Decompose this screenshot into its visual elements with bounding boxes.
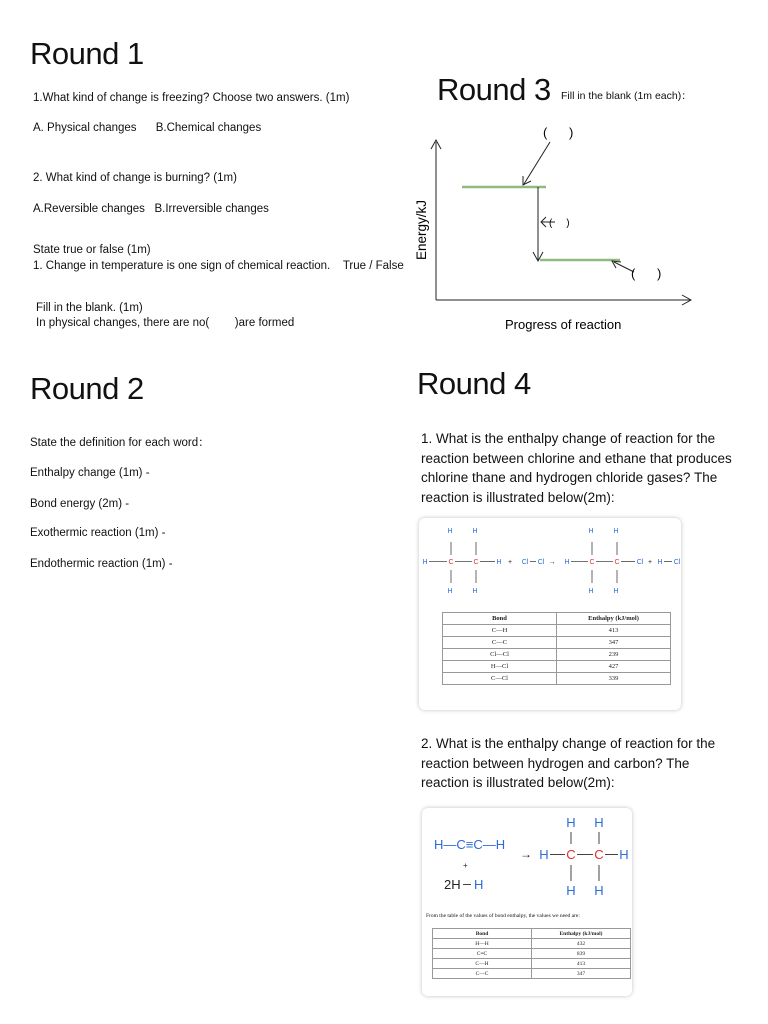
round1-question-2: 2. What kind of change is burning? (1m) [33,172,237,184]
round4-question-1: 1. What is the enthalpy change of reaction for the reaction between chlorine and ethane that produces chlorine thane and hydrogen chloride gases? The reaction is illustrated below(2m): [421,431,732,505]
table-cell: 427 [557,661,671,673]
atom-h: H [613,528,619,535]
atom-h: H [447,588,453,595]
bond-enthalpy-table-1 [442,612,671,685]
table-cell: 239 [557,649,671,661]
atom-h: H [657,559,663,566]
atom-cl: Cl [636,559,644,566]
round4-question-2: 2. What is the enthalpy change of reaction for the reaction between hydrogen and carbon? The reaction is illustrated below(2m): [421,736,716,790]
table-cell: H—H [433,939,532,949]
table-cell: 347 [557,637,671,649]
true-false-statement: 1. Change in temperature is one sign of chemical reaction. True / False [33,260,404,272]
table-cell: 347 [532,969,631,979]
table-row [443,625,671,637]
table-row [443,637,671,649]
atom-h: H [564,559,570,566]
table-cell: C≡C [433,949,532,959]
bond-enthalpy-table-2 [432,928,631,979]
term-enthalpy-change: Enthalpy change (1m) - [30,467,150,479]
atom-h: H [588,528,594,535]
round1-question-1-options: A. Physical changes B.Chemical changes [33,122,262,134]
atom-h: H [474,877,484,892]
atom-h: H [472,528,478,535]
reaction-arrow: → [548,559,556,566]
atom-h: H [472,588,478,595]
atom-h: H [539,847,549,862]
table-cell: 413 [557,625,671,637]
atom-h: H [594,815,604,830]
atom-cl: Cl [521,559,529,566]
reaction-card-1 [419,518,681,710]
atom-c: C [614,559,620,566]
energy-diagram [400,110,710,340]
round1-title: Round 1 [30,36,144,71]
round3-instruction: Fill in the blank (1m each)： [561,90,692,102]
fill-blank-heading: Fill in the blank. (1m) [36,302,143,314]
fill-blank-statement: In physical changes, there are no( )are formed [36,317,295,329]
atom-c: C [473,559,479,566]
table-row [433,969,631,979]
x-axis-label: Progress of reaction [505,317,622,332]
table-row [433,939,631,949]
table-header-enthalpy: Enthalpy (kJ/mol) [557,613,671,625]
round4-title: Round 4 [417,366,531,401]
table-cell: C—C [443,637,557,649]
table-header-bond: Bond [443,613,557,625]
table-cell: 339 [557,673,671,685]
hydrogen-coefficient: 2H [444,877,461,892]
true-false-heading: State true or false (1m) [33,244,151,256]
round1-question-2-options: A.Reversible changes B.Irreversible changes [33,203,269,215]
atom-c: C [594,847,604,862]
ethyne-hydrogenation-structure [422,808,632,908]
table-cell: 839 [532,949,631,959]
atom-h: H [619,847,629,862]
table-row [433,959,631,969]
atom-cl: Cl [537,559,545,566]
plus-sign: + [647,559,653,566]
atom-h: H [594,883,604,898]
reaction-card-2 [422,808,632,996]
table-cell: H—Cl [443,661,557,673]
table-header-enthalpy: Enthalpy (kJ/mol) [532,929,631,939]
blank-top: ( ) [543,125,574,140]
atom-cl: Cl [673,559,681,566]
y-axis-label: Energy/kJ [414,199,429,260]
reaction-arrow: → [520,847,532,861]
table-cell: C—C [433,969,532,979]
round2-title: Round 2 [30,371,144,406]
plus-sign: + [507,559,513,566]
table-cell: 413 [532,959,631,969]
plus-sign: + [463,861,468,870]
table-row [443,649,671,661]
atom-h: H [566,883,576,898]
atom-c: C [589,559,595,566]
atom-h: H [447,528,453,535]
table-cell: C—H [433,959,532,969]
table-row [433,949,631,959]
ethyne-molecule: H—C≡C—H [434,837,506,852]
atom-c: C [566,847,576,862]
atom-h: H [566,815,576,830]
table-cell: C—H [443,625,557,637]
ethane-bond-lines [550,832,618,881]
table-header-bond: Bond [433,929,532,939]
blank-middle: ( ) [549,218,570,229]
atom-h: H [588,588,594,595]
term-exothermic: Exothermic reaction (1m) - [30,527,166,539]
table-cell: 432 [532,939,631,949]
table-cell: Cl—Cl [443,649,557,661]
atom-c: C [448,559,454,566]
term-bond-energy: Bond energy (2m) - [30,498,130,510]
pointer-arrow-top [524,142,550,184]
blank-bottom: ( ) [631,266,662,281]
table-row [443,661,671,673]
atom-h: H [613,588,619,595]
round1-question-1: 1.What kind of change is freezing? Choose two answers. (1m) [33,92,350,104]
table2-caption: From the table of the values of bond enthalpy, the values we need are: [426,913,580,919]
round2-instruction: State the definition for each word： [30,437,210,449]
ethane-chlorination-structure [419,518,681,610]
term-endothermic: Endothermic reaction (1m) - [30,558,173,570]
table-row [443,673,671,685]
round3-title: Round 3 [437,72,551,107]
atom-h: H [496,559,502,566]
atom-h: H [422,559,428,566]
table-cell: C—Cl [443,673,557,685]
